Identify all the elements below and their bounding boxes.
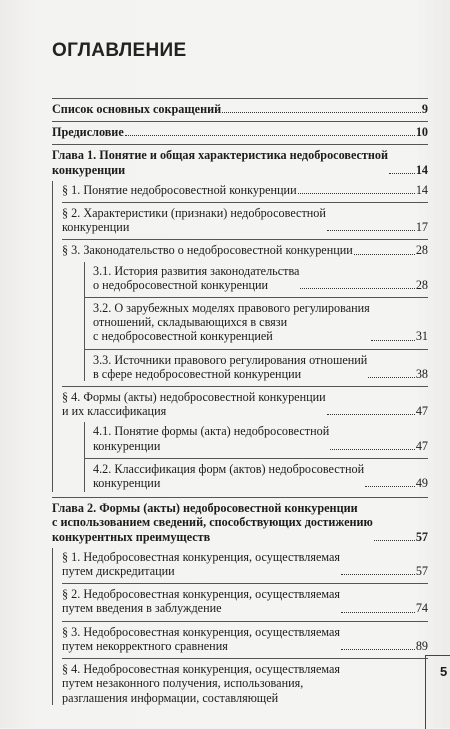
table-of-contents [52,98,428,705]
toc-entry-4-2[interactable] [84,462,428,492]
toc-entry-page: 89 [415,638,428,653]
toc-entry-page: 49 [415,476,428,491]
toc-entry-3-2[interactable] [84,301,428,344]
toc-entry-title: § 1. Недобросовестная конкуренция, осуществляемая путем дискредитации [62,549,341,579]
chapter-1-sections [52,181,428,492]
toc-entry-ch2-s2[interactable] [62,587,428,615]
toc-entry-title: 3.1. История развития законодательства о недобросовестной конкуренции [93,263,300,292]
toc-entry-title: § 4. Недобросовестная конкуренция, осуществляемая путем незаконного получения, использования, разглашения информации, составляющей [62,662,341,705]
toc-entry-3-1[interactable] [84,262,428,292]
chapter-2-sections [52,548,428,705]
toc-heading: ОГЛАВЛЕНИЕ [52,40,187,61]
toc-entry-page: 57 [415,564,428,579]
toc-entry-page: 10 [415,125,428,140]
toc-entry-chapter-1[interactable] [52,148,428,176]
divider [52,144,428,145]
toc-entry-title: § 2. Характеристики (признаки) недобросовестной конкуренции [62,206,326,235]
divider [62,621,428,622]
leader-dots [298,193,415,194]
toc-entry-title: Глава 2. Формы (акты) недобросовестной конкуренции с использованием сведений, способствующих достижению конкурентных преимуществ [52,501,373,544]
toc-entry-preface[interactable] [52,125,428,139]
toc-entry-title: § 2. Недобросовестная конкуренция, осуществляемая путем введения в заблуждение [62,587,341,616]
toc-entry-title: § 1. Понятие недобросовестной конкуренции [62,182,297,197]
toc-entry-page: 17 [415,220,428,235]
toc-entry-title: 4.1. Понятие формы (акта) недобросовестной конкуренции [93,424,330,453]
divider [52,497,428,498]
toc-entry-ch2-s4[interactable] [62,662,428,705]
page-number-box [425,655,450,729]
leader-dots [341,649,415,650]
divider [52,98,428,99]
section-4-subsections [62,422,428,492]
toc-entry-page: 9 [421,102,428,116]
divider [84,349,428,350]
toc-entry-title: Список основных сокращений [52,102,222,116]
toc-entry-ch1-s2[interactable] [62,206,428,234]
toc-entry-title: § 4. Формы (акты) недобросовестной конкуренции и их классификация [62,390,326,419]
leader-dots [300,288,414,289]
leader-dots [374,540,415,541]
toc-entry-page: 74 [415,601,428,616]
leader-dots [341,612,415,613]
page-number: 5 [440,664,448,679]
toc-entry-ch1-s4[interactable] [62,390,428,418]
toc-entry-title: 4.2. Классификация форм (актов) недобросовестной конкуренции [93,461,365,491]
section-3-subsections [62,262,428,381]
toc-entry-4-1[interactable] [84,422,428,452]
leader-dots [222,112,421,113]
leader-dots [371,340,415,341]
divider [62,202,428,203]
toc-entry-page: 28 [415,243,428,258]
divider [62,583,428,584]
section-rule [52,181,53,492]
leader-dots [341,574,415,575]
toc-entry-page: 57 [415,529,428,544]
toc-entry-ch1-s1[interactable] [62,181,428,197]
toc-entry-title: § 3. Недобросовестная конкуренция, осуществляемая путем некорректного сравнения [62,624,341,653]
divider [62,658,428,659]
leader-dots [354,254,415,255]
toc-entry-ch2-s3[interactable] [62,625,428,653]
divider [84,297,428,298]
toc-entry-title: 3.3. Источники правового регулирования отношений в сфере недобросовестной конкуренции [93,352,368,381]
toc-entry-page: 28 [415,277,428,292]
divider [62,239,428,240]
toc-entry-title: Глава 1. Понятие и общая характеристика недобросовестной конкуренции [52,148,389,177]
toc-entry-title: Предисловие [52,125,124,140]
toc-entry-page: 31 [415,329,428,344]
toc-entry-page: 14 [415,182,428,197]
toc-entry-3-3[interactable] [84,353,428,381]
divider [84,458,428,459]
toc-entry-page: 47 [415,404,428,419]
leader-dots [365,486,415,487]
leader-dots [389,173,415,174]
leader-dots [327,230,415,231]
toc-entry-title: 3.2. О зарубежных моделях правового регулирования отношений, складывающихся в связи с недобросовестной конкуренцией [93,301,370,344]
leader-dots [327,414,415,415]
toc-entry-ch2-s1[interactable] [62,548,428,578]
toc-entry-abbreviations[interactable] [52,102,428,116]
leader-dots [330,449,415,450]
divider [52,121,428,122]
leader-dots [125,135,415,136]
toc-entry-page: 38 [415,366,428,381]
section-rule [52,548,53,705]
divider [62,386,428,387]
toc-entry-title: § 3. Законодательство о недобросовестной конкуренции [62,243,353,258]
toc-entry-page: 47 [415,438,428,453]
leader-dots [368,377,414,378]
toc-entry-page: 14 [415,162,428,177]
toc-entry-ch1-s3[interactable] [62,243,428,257]
toc-entry-chapter-2[interactable] [52,501,428,544]
